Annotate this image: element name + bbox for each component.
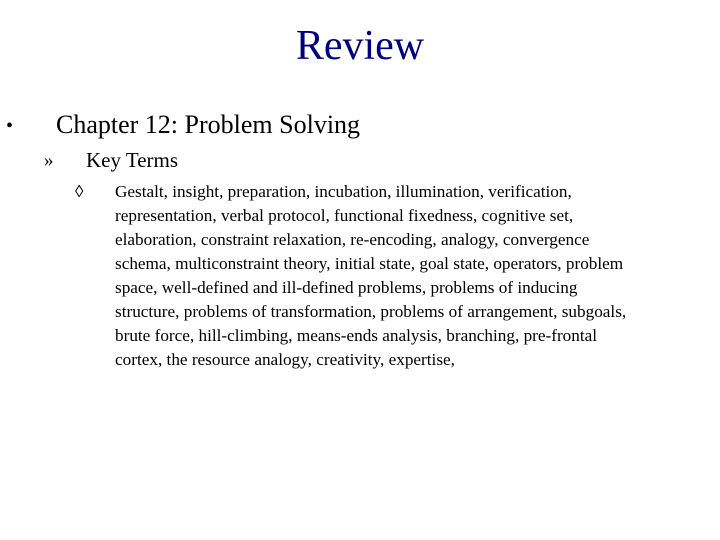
key-terms-list [115,180,715,372]
key-terms-line: brute force, hill-climbing, means-ends analysis, branching, pre-frontal [115,326,598,345]
key-terms-line: space, well-defined and ill-defined problems, problems of inducing [115,278,578,297]
key-terms-line: cortex, the resource analogy, creativity, expertise, [115,350,455,369]
bullet-level1-icon: • [6,115,14,137]
key-terms-line: Gestalt, insight, preparation, incubation, illumination, verification, [115,182,572,201]
key-terms-line: schema, multiconstraint theory, initial state, goal state, operators, problem [115,254,624,273]
bullet-level3-icon: ◊ [75,182,84,201]
key-terms-heading: Key Terms [86,148,179,172]
bullet-level2-icon: » [44,150,54,171]
key-terms-line: structure, problems of transformation, problems of arrangement, subgoals, [115,302,627,321]
key-terms-line: representation, verbal protocol, functional fixedness, cognitive set, [115,206,574,225]
chapter-heading: Chapter 12: Problem Solving [56,110,361,139]
key-terms-line: elaboration, constraint relaxation, re-encoding, analogy, convergence [115,230,590,249]
slide-title: Review [295,23,425,69]
